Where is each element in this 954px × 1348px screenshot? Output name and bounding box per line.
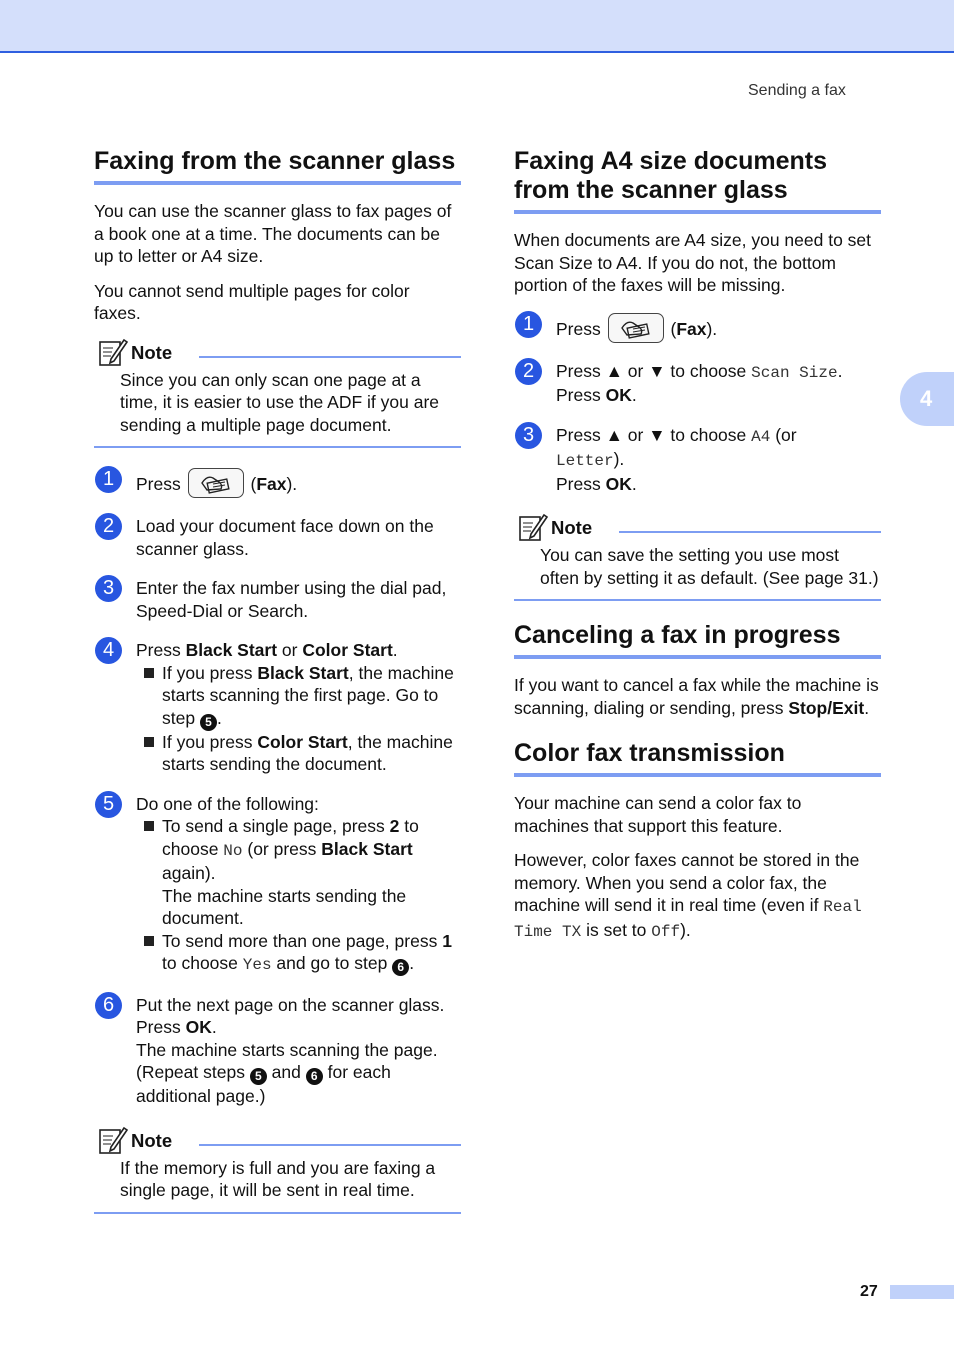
running-header: Sending a fax <box>748 82 846 99</box>
divider <box>619 531 881 533</box>
bullet-item: To send more than one page, press 1 to choose Yes and go to step 6 . <box>136 930 461 977</box>
step-ref: 5 <box>200 714 217 731</box>
note-label: Note <box>131 341 173 363</box>
paragraph: Your machine can send a color fax to machines that support this feature. <box>514 793 802 836</box>
section-title-color-fax: Color fax transmission <box>514 739 881 777</box>
fax-machine-icon <box>199 472 233 494</box>
paragraph: However, color faxes cannot be stored in the memory. When you send a color fax, the machine will send it in real time (even if Real Time TX is set to Off). <box>514 850 862 941</box>
note-box <box>94 1125 461 1214</box>
page-number: 27 <box>860 1283 878 1300</box>
section-title-a4: Faxing A4 size documents from the scanner glass <box>514 147 881 214</box>
note-pencil-icon <box>98 1125 128 1155</box>
step-number: 2 <box>515 358 542 385</box>
step-3 <box>94 577 461 622</box>
step-ref: 5 <box>250 1068 267 1085</box>
fax-machine-icon <box>619 317 653 339</box>
step-number: 2 <box>95 513 122 540</box>
key-name: Fax <box>256 474 287 494</box>
step-number: 6 <box>95 992 122 1019</box>
step-text: Press ▲ or ▼ to choose A4 (or Letter). Press OK. <box>556 424 797 494</box>
section-title-scanner-glass: Faxing from the scanner glass <box>94 147 461 185</box>
step-text: Do one of the following: <box>136 793 319 814</box>
bullet-item: To send a single page, press 2 to choose No (or press Black Start again). The machine starts sending the document. <box>136 815 461 930</box>
note-box <box>94 337 461 449</box>
key-name: Fax <box>676 318 707 339</box>
section-title-cancel: Canceling a fax in progress <box>514 621 881 659</box>
left-column <box>94 147 461 1234</box>
step-1: 1 Press (Fax). <box>94 468 461 498</box>
step-text: Press Black Start or Color Start. <box>136 640 398 660</box>
step-2 <box>514 360 881 407</box>
fax-button <box>608 313 664 343</box>
step-number: 1 <box>95 466 122 493</box>
step-number: 4 <box>95 637 122 664</box>
step-ref: 6 <box>306 1068 323 1085</box>
divider <box>199 356 461 358</box>
note-text: You can save the setting you use most often by setting it as default. (See page 31.) <box>540 545 879 588</box>
step-5 <box>94 793 461 977</box>
step-1: 1 Press (Fax). <box>514 313 881 343</box>
note-pencil-icon <box>518 512 548 542</box>
step-number: 3 <box>95 575 122 602</box>
note-label: Note <box>131 1129 173 1151</box>
step-text: Enter the fax number using the dial pad, Speed-Dial or Search. <box>136 578 447 621</box>
step-number: 3 <box>515 422 542 449</box>
step-text: Press <box>556 318 601 339</box>
fax-button <box>188 468 244 498</box>
step-text: Load your document face down on the scanner glass. <box>136 516 434 559</box>
step-number: 1 <box>515 311 542 338</box>
right-column <box>514 147 881 955</box>
step-text: Press ▲ or ▼ to choose Scan Size. Press OK. <box>556 360 843 405</box>
step-number: 5 <box>95 791 122 818</box>
step-4 <box>94 639 461 776</box>
step-6 <box>94 994 461 1108</box>
step-ref: 6 <box>392 959 409 976</box>
step-3 <box>514 424 881 496</box>
bullet-item: If you press Black Start, the machine starts scanning the first page. Go to step 5 . <box>136 662 461 731</box>
note-box <box>514 512 881 601</box>
paragraph: If you want to cancel a fax while the machine is scanning, dialing or sending, press Stop/Exit. <box>514 675 879 718</box>
step-2 <box>94 515 461 560</box>
note-text: If the memory is full and you are faxing a single page, it will be sent in real time. <box>120 1157 436 1200</box>
page-number-bar <box>890 1285 954 1299</box>
step-text: Put the next page on the scanner glass. Press OK. The machine starts scanning the page. (Repeat steps 5 and 6 for each additional page.) <box>136 994 445 1106</box>
paragraph: You cannot send multiple pages for color faxes. <box>94 280 410 323</box>
paragraph: When documents are A4 size, you need to set Scan Size to A4. If you do not, the bottom portion of the faxes will be missing. <box>514 230 872 295</box>
divider <box>199 1144 461 1146</box>
note-text: Since you can only scan one page at a time, it is easier to use the ADF if you are sending a multiple page document. <box>120 369 440 435</box>
chapter-tab: 4 <box>900 372 954 426</box>
step-text: Press <box>136 474 181 494</box>
paragraph: You can use the scanner glass to fax pages of a book one at a time. The documents can be up to letter or A4 size. <box>94 201 452 266</box>
note-label: Note <box>551 517 593 538</box>
note-pencil-icon <box>98 337 128 367</box>
bullet-item: If you press Color Start, the machine starts sending the document. <box>136 731 461 776</box>
top-banner <box>0 0 954 53</box>
